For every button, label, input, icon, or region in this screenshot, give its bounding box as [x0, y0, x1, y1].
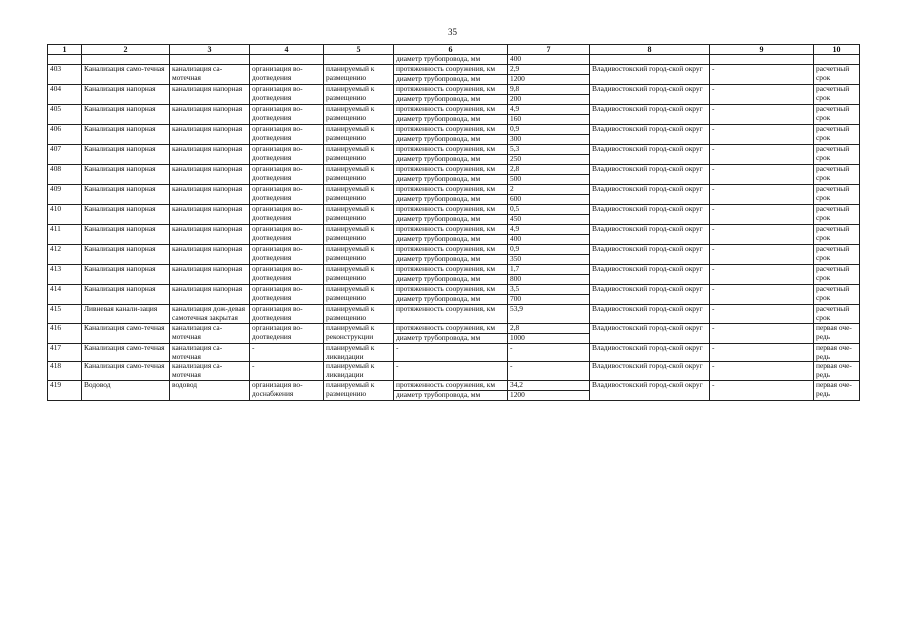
- param-label: протяженность сооружения, км: [394, 380, 508, 390]
- param-value: 0,9: [508, 245, 590, 255]
- table-row: [48, 55, 860, 65]
- param-value: 3,5: [508, 285, 590, 295]
- object-term: первая оче-редь: [814, 380, 860, 400]
- object-name: Канализация напорная: [82, 185, 170, 205]
- object-purpose: организация во-доотведения: [250, 145, 324, 165]
- column-header: 1: [48, 45, 82, 55]
- object-type: канализация напорная: [170, 105, 250, 125]
- object-purpose: организация во-доотведения: [250, 205, 324, 225]
- table-row: [48, 323, 860, 333]
- object-type: канализация дож-девая самотечная закрытая: [170, 305, 250, 323]
- row-number: 419: [48, 380, 82, 400]
- param-label: -: [394, 343, 508, 361]
- object-type: канализация напорная: [170, 85, 250, 105]
- empty-cell: [48, 55, 82, 65]
- object-type: канализация са-мотечная: [170, 362, 250, 380]
- column-header: 5: [324, 45, 394, 55]
- object-location: Владивостокский город-ской округ: [590, 145, 710, 165]
- param-label: протяженность сооружения, км: [394, 85, 508, 95]
- object-term: расчетный срок: [814, 85, 860, 105]
- object-type: канализация напорная: [170, 145, 250, 165]
- object-location: Владивостокский город-ской округ: [590, 85, 710, 105]
- object-location: Владивостокский город-ской округ: [590, 285, 710, 305]
- row-number: 415: [48, 305, 82, 323]
- column-header: 3: [170, 45, 250, 55]
- object-location: Владивостокский город-ской округ: [590, 205, 710, 225]
- param-label: диаметр трубопровода, мм: [394, 235, 508, 245]
- column-header: 4: [250, 45, 324, 55]
- object-purpose: -: [250, 343, 324, 361]
- object-zone: -: [710, 380, 814, 400]
- param-label: диаметр трубопровода, мм: [394, 75, 508, 85]
- object-name: Канализация напорная: [82, 165, 170, 185]
- row-number: 407: [48, 145, 82, 165]
- object-status: планируемый к ликвидации: [324, 362, 394, 380]
- object-status: планируемый к размещению: [324, 65, 394, 85]
- object-zone: -: [710, 305, 814, 323]
- row-number: 412: [48, 245, 82, 265]
- object-location: Владивостокский город-ской округ: [590, 323, 710, 343]
- object-term: расчетный срок: [814, 185, 860, 205]
- object-status: планируемый к размещению: [324, 225, 394, 245]
- empty-cell: [590, 55, 710, 65]
- object-status: планируемый к размещению: [324, 85, 394, 105]
- param-value: 300: [508, 135, 590, 145]
- param-label: -: [394, 362, 508, 380]
- param-label: диаметр трубопровода, мм: [394, 135, 508, 145]
- object-zone: -: [710, 145, 814, 165]
- object-name: Канализация само-течная: [82, 65, 170, 85]
- param-value: 0,5: [508, 205, 590, 215]
- param-label: протяженность сооружения, км: [394, 185, 508, 195]
- object-purpose: организация во-доотведения: [250, 105, 324, 125]
- object-status: планируемый к размещению: [324, 285, 394, 305]
- object-location: Владивостокский город-ской округ: [590, 105, 710, 125]
- param-value: 4,9: [508, 105, 590, 115]
- row-number: 414: [48, 285, 82, 305]
- table-row: [48, 305, 860, 323]
- object-purpose: организация во-доотведения: [250, 305, 324, 323]
- param-value: 1200: [508, 75, 590, 85]
- row-number: 416: [48, 323, 82, 343]
- param-value: 200: [508, 95, 590, 105]
- param-label: протяженность сооружения, км: [394, 165, 508, 175]
- param-value: 400: [508, 235, 590, 245]
- param-label: диаметр трубопровода, мм: [394, 333, 508, 343]
- empty-cell: [324, 55, 394, 65]
- param-value: 5,3: [508, 145, 590, 155]
- row-number: 411: [48, 225, 82, 245]
- object-term: расчетный срок: [814, 105, 860, 125]
- object-purpose: -: [250, 362, 324, 380]
- object-status: планируемый к размещению: [324, 205, 394, 225]
- param-value: 0,9: [508, 125, 590, 135]
- object-type: канализация напорная: [170, 165, 250, 185]
- param-label: протяженность сооружения, км: [394, 145, 508, 155]
- object-type: канализация напорная: [170, 185, 250, 205]
- object-purpose: организация во-доотведения: [250, 65, 324, 85]
- param-label: диаметр трубопровода, мм: [394, 275, 508, 285]
- object-type: канализация напорная: [170, 225, 250, 245]
- header-row: [48, 45, 860, 55]
- object-status: планируемый к размещению: [324, 125, 394, 145]
- column-header: 7: [508, 45, 590, 55]
- object-term: расчетный срок: [814, 265, 860, 285]
- param-label: протяженность сооружения, км: [394, 323, 508, 333]
- param-value: 450: [508, 215, 590, 225]
- column-header: 2: [82, 45, 170, 55]
- param-value: 2: [508, 185, 590, 195]
- param-value: 1000: [508, 333, 590, 343]
- param-label: диаметр трубопровода, мм: [394, 95, 508, 105]
- param-label: диаметр трубопровода, мм: [394, 255, 508, 265]
- row-number: 417: [48, 343, 82, 361]
- row-number: 406: [48, 125, 82, 145]
- row-number: 418: [48, 362, 82, 380]
- object-location: Владивостокский город-ской округ: [590, 165, 710, 185]
- object-zone: -: [710, 85, 814, 105]
- object-term: расчетный срок: [814, 165, 860, 185]
- param-value: 350: [508, 255, 590, 265]
- object-zone: -: [710, 125, 814, 145]
- param-label: протяженность сооружения, км: [394, 65, 508, 75]
- param-label: диаметр трубопровода, мм: [394, 175, 508, 185]
- empty-cell: [814, 55, 860, 65]
- object-zone: -: [710, 285, 814, 305]
- object-zone: -: [710, 165, 814, 185]
- object-name: Водовод: [82, 380, 170, 400]
- param-value: -: [508, 362, 590, 380]
- object-term: первая оче-редь: [814, 323, 860, 343]
- table-row: [48, 285, 860, 295]
- page-number: 35: [448, 27, 457, 37]
- object-status: планируемый к размещению: [324, 185, 394, 205]
- object-name: Канализация напорная: [82, 205, 170, 225]
- object-purpose: организация во-доотведения: [250, 85, 324, 105]
- row-number: 413: [48, 265, 82, 285]
- table-row: [48, 85, 860, 95]
- object-name: Канализация само-течная: [82, 362, 170, 380]
- row-number: 405: [48, 105, 82, 125]
- column-header: 8: [590, 45, 710, 55]
- object-status: планируемый к размещению: [324, 265, 394, 285]
- object-term: расчетный срок: [814, 125, 860, 145]
- object-name: Канализация само-течная: [82, 343, 170, 361]
- param-value: 500: [508, 175, 590, 185]
- object-term: расчетный срок: [814, 305, 860, 323]
- object-zone: -: [710, 105, 814, 125]
- object-zone: -: [710, 185, 814, 205]
- param-value: 2,8: [508, 323, 590, 333]
- object-purpose: организация во-доотведения: [250, 125, 324, 145]
- object-name: Канализация напорная: [82, 265, 170, 285]
- column-header: 9: [710, 45, 814, 55]
- object-purpose: организация во-доотведения: [250, 165, 324, 185]
- param-label: протяженность сооружения, км: [394, 245, 508, 255]
- empty-cell: [710, 55, 814, 65]
- object-zone: -: [710, 205, 814, 225]
- table-row: [48, 380, 860, 390]
- object-purpose: организация во-доснабжения: [250, 380, 324, 400]
- object-type: канализация напорная: [170, 245, 250, 265]
- column-header: 10: [814, 45, 860, 55]
- object-type: канализация напорная: [170, 125, 250, 145]
- object-type: канализация са-мотечная: [170, 343, 250, 361]
- column-header: 6: [394, 45, 508, 55]
- param-label: диаметр трубопровода, мм: [394, 390, 508, 400]
- param-label: протяженность сооружения, км: [394, 205, 508, 215]
- table-row: [48, 125, 860, 135]
- param-label: протяженность сооружения, км: [394, 285, 508, 295]
- object-type: канализация са-мотечная: [170, 65, 250, 85]
- param-value: 160: [508, 115, 590, 125]
- document-table: [47, 44, 860, 401]
- object-status: планируемый к размещению: [324, 145, 394, 165]
- object-name: Канализация напорная: [82, 125, 170, 145]
- object-status: планируемый к ликвидации: [324, 343, 394, 361]
- param-label: диаметр трубопровода, мм: [394, 295, 508, 305]
- param-label: протяженность сооружения, км: [394, 105, 508, 115]
- param-label: протяженность сооружения, км: [394, 225, 508, 235]
- param-label: диаметр трубопровода, мм: [394, 195, 508, 205]
- object-type: канализация напорная: [170, 205, 250, 225]
- param-value: 400: [508, 55, 590, 65]
- table-row: [48, 205, 860, 215]
- table-row: [48, 343, 860, 361]
- object-term: расчетный срок: [814, 245, 860, 265]
- table-row: [48, 225, 860, 235]
- object-type: канализация са-мотечная: [170, 323, 250, 343]
- object-status: планируемый к размещению: [324, 105, 394, 125]
- object-location: Владивостокский город-ской округ: [590, 305, 710, 323]
- empty-cell: [82, 55, 170, 65]
- table-row: [48, 245, 860, 255]
- object-name: Канализация напорная: [82, 85, 170, 105]
- object-location: Владивостокский город-ской округ: [590, 265, 710, 285]
- object-purpose: организация во-доотведения: [250, 245, 324, 265]
- table-row: [48, 145, 860, 155]
- object-term: расчетный срок: [814, 225, 860, 245]
- object-name: Канализация напорная: [82, 105, 170, 125]
- object-term: расчетный срок: [814, 205, 860, 225]
- object-status: планируемый к размещению: [324, 245, 394, 265]
- object-type: канализация напорная: [170, 285, 250, 305]
- param-value: 4,9: [508, 225, 590, 235]
- table-row: [48, 65, 860, 75]
- param-value: 600: [508, 195, 590, 205]
- param-value: 800: [508, 275, 590, 285]
- row-number: 404: [48, 85, 82, 105]
- object-name: Ливневая канали-зация: [82, 305, 170, 323]
- object-zone: -: [710, 265, 814, 285]
- param-value: 34,2: [508, 380, 590, 390]
- object-term: первая оче-редь: [814, 362, 860, 380]
- table-row: [48, 105, 860, 115]
- object-zone: -: [710, 362, 814, 380]
- object-status: планируемый к размещению: [324, 305, 394, 323]
- object-location: Владивостокский город-ской округ: [590, 380, 710, 400]
- object-purpose: организация во-доотведения: [250, 265, 324, 285]
- table-row: [48, 185, 860, 195]
- object-purpose: организация во-доотведения: [250, 285, 324, 305]
- object-name: Канализация напорная: [82, 145, 170, 165]
- param-label: диаметр трубопровода, мм: [394, 55, 508, 65]
- row-number: 403: [48, 65, 82, 85]
- object-status: планируемый к размещению: [324, 380, 394, 400]
- param-label: протяженность сооружения, км: [394, 125, 508, 135]
- param-value: 250: [508, 155, 590, 165]
- object-name: Канализация напорная: [82, 285, 170, 305]
- param-value: 9,8: [508, 85, 590, 95]
- param-label: протяженность сооружения, км: [394, 265, 508, 275]
- object-status: планируемый к размещению: [324, 165, 394, 185]
- table-body: [48, 55, 860, 400]
- object-location: Владивостокский город-ской округ: [590, 225, 710, 245]
- object-name: Канализация напорная: [82, 245, 170, 265]
- object-type: водовод: [170, 380, 250, 400]
- object-zone: -: [710, 65, 814, 85]
- empty-cell: [170, 55, 250, 65]
- object-term: расчетный срок: [814, 145, 860, 165]
- object-zone: -: [710, 225, 814, 245]
- object-zone: -: [710, 323, 814, 343]
- object-name: Канализация само-течная: [82, 323, 170, 343]
- param-label: диаметр трубопровода, мм: [394, 115, 508, 125]
- empty-cell: [250, 55, 324, 65]
- param-value: 700: [508, 295, 590, 305]
- object-location: Владивостокский город-ской округ: [590, 185, 710, 205]
- object-purpose: организация во-доотведения: [250, 323, 324, 343]
- object-term: расчетный срок: [814, 285, 860, 305]
- object-location: Владивостокский город-ской округ: [590, 343, 710, 361]
- object-location: Владивостокский город-ской округ: [590, 245, 710, 265]
- object-zone: -: [710, 343, 814, 361]
- object-purpose: организация во-доотведения: [250, 185, 324, 205]
- object-zone: -: [710, 245, 814, 265]
- object-status: планируемый к реконструкции: [324, 323, 394, 343]
- row-number: 409: [48, 185, 82, 205]
- object-location: Владивостокский город-ской округ: [590, 125, 710, 145]
- param-value: 53,9: [508, 305, 590, 323]
- object-purpose: организация во-доотведения: [250, 225, 324, 245]
- param-value: -: [508, 343, 590, 361]
- param-value: 1,7: [508, 265, 590, 275]
- row-number: 408: [48, 165, 82, 185]
- param-value: 2,8: [508, 165, 590, 175]
- table-row: [48, 165, 860, 175]
- object-term: расчетный срок: [814, 65, 860, 85]
- object-term: первая оче-редь: [814, 343, 860, 361]
- object-type: канализация напорная: [170, 265, 250, 285]
- table-row: [48, 265, 860, 275]
- object-location: Владивостокский город-ской округ: [590, 362, 710, 380]
- param-value: 1200: [508, 390, 590, 400]
- param-label: протяженность сооружения, км: [394, 305, 508, 323]
- row-number: 410: [48, 205, 82, 225]
- table-row: [48, 362, 860, 380]
- param-label: диаметр трубопровода, мм: [394, 155, 508, 165]
- object-location: Владивостокский город-ской округ: [590, 65, 710, 85]
- param-value: 2,9: [508, 65, 590, 75]
- object-name: Канализация напорная: [82, 225, 170, 245]
- param-label: диаметр трубопровода, мм: [394, 215, 508, 225]
